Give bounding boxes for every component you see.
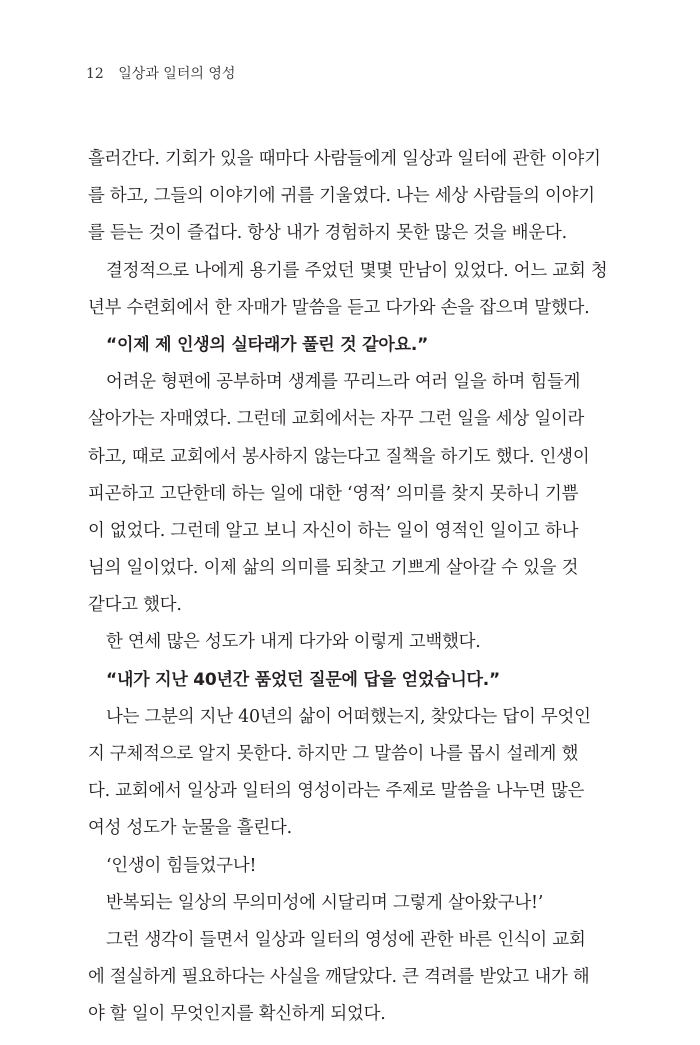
text-line: 이 없었다. 그런데 알고 보니 자신이 하는 일이 영적인 일이고 하나 [88, 520, 579, 541]
text-line: 를 하고, 그들의 이야기에 귀를 기울였다. 나는 세상 사람들의 이야기 [88, 186, 595, 207]
text-line: 다. 교회에서 일상과 일터의 영성이라는 주제로 말씀을 나누면 많은 [88, 781, 585, 802]
text-line: 피곤하고 고단한데 하는 일에 대한 ‘영적’ 의미를 찾지 못하니 기쁨 [88, 483, 579, 504]
text-line: 하고, 때로 교회에서 봉사하지 않는다고 질책을 하기도 했다. 인생이 [88, 446, 590, 467]
text-line: 어려운 형편에 공부하며 생계를 꾸리느라 여러 일을 하며 힘들게 [106, 372, 581, 393]
quote-line: “내가 지난 40년간 품었던 질문에 답을 얻었습니다.” [106, 669, 500, 690]
book-title: 일상과 일터의 영성 [118, 66, 236, 82]
text-line: 한 연세 많은 성도가 내게 다가와 이렇게 고백했다. [106, 632, 481, 653]
text-line: 님의 일이었다. 이제 삶의 의미를 되찾고 기쁘게 살아갈 수 있을 것 [88, 558, 579, 579]
text-line: 지 구체적으로 알지 못한다. 하지만 그 말씀이 나를 몹시 설레게 했 [88, 744, 579, 764]
quote-line: “이제 제 인생의 실타래가 풀린 것 같아요.” [106, 334, 429, 355]
text-line: 를 듣는 것이 즐겁다. 항상 내가 경험하지 못한 많은 것을 배운다. [88, 223, 567, 244]
page-number: 12 [86, 66, 104, 82]
text-line: 여성 성도가 눈물을 흘린다. [88, 818, 292, 839]
text-line: 흘러간다. 기회가 있을 때마다 사람들에게 일상과 일터에 관한 이야기 [88, 149, 601, 169]
body-text [88, 141, 608, 1034]
text-line: 결정적으로 나에게 용기를 주었던 몇몇 만남이 있었다. 어느 교회 청 [106, 260, 608, 281]
text-line: ‘인생이 힘들었구나! [106, 855, 257, 876]
text-line: 년부 수련회에서 한 자매가 말씀을 듣고 다가와 손을 잡으며 말했다. [88, 297, 590, 318]
text-line: 그런 생각이 들면서 일상과 일터의 영성에 관한 바른 인식이 교회 [106, 929, 586, 950]
text-line: 야 할 일이 무엇인지를 확신하게 되었다. [88, 1004, 386, 1025]
text-line: 나는 그분의 지난 40년의 삶이 어떠했는지, 찾았다는 답이 무엇인 [106, 706, 591, 727]
text-line: 같다고 했다. [88, 595, 182, 616]
running-head [86, 64, 235, 84]
text-line: 에 절실하게 필요하다는 사실을 깨달았다. 큰 격려를 받았고 내가 해 [88, 967, 590, 988]
text-line: 반복되는 일상의 무의미성에 시달리며 그렇게 살아왔구나!’ [106, 892, 544, 913]
text-line: 살아가는 자매였다. 그런데 교회에서는 자꾸 그런 일을 세상 일이라 [88, 409, 585, 430]
